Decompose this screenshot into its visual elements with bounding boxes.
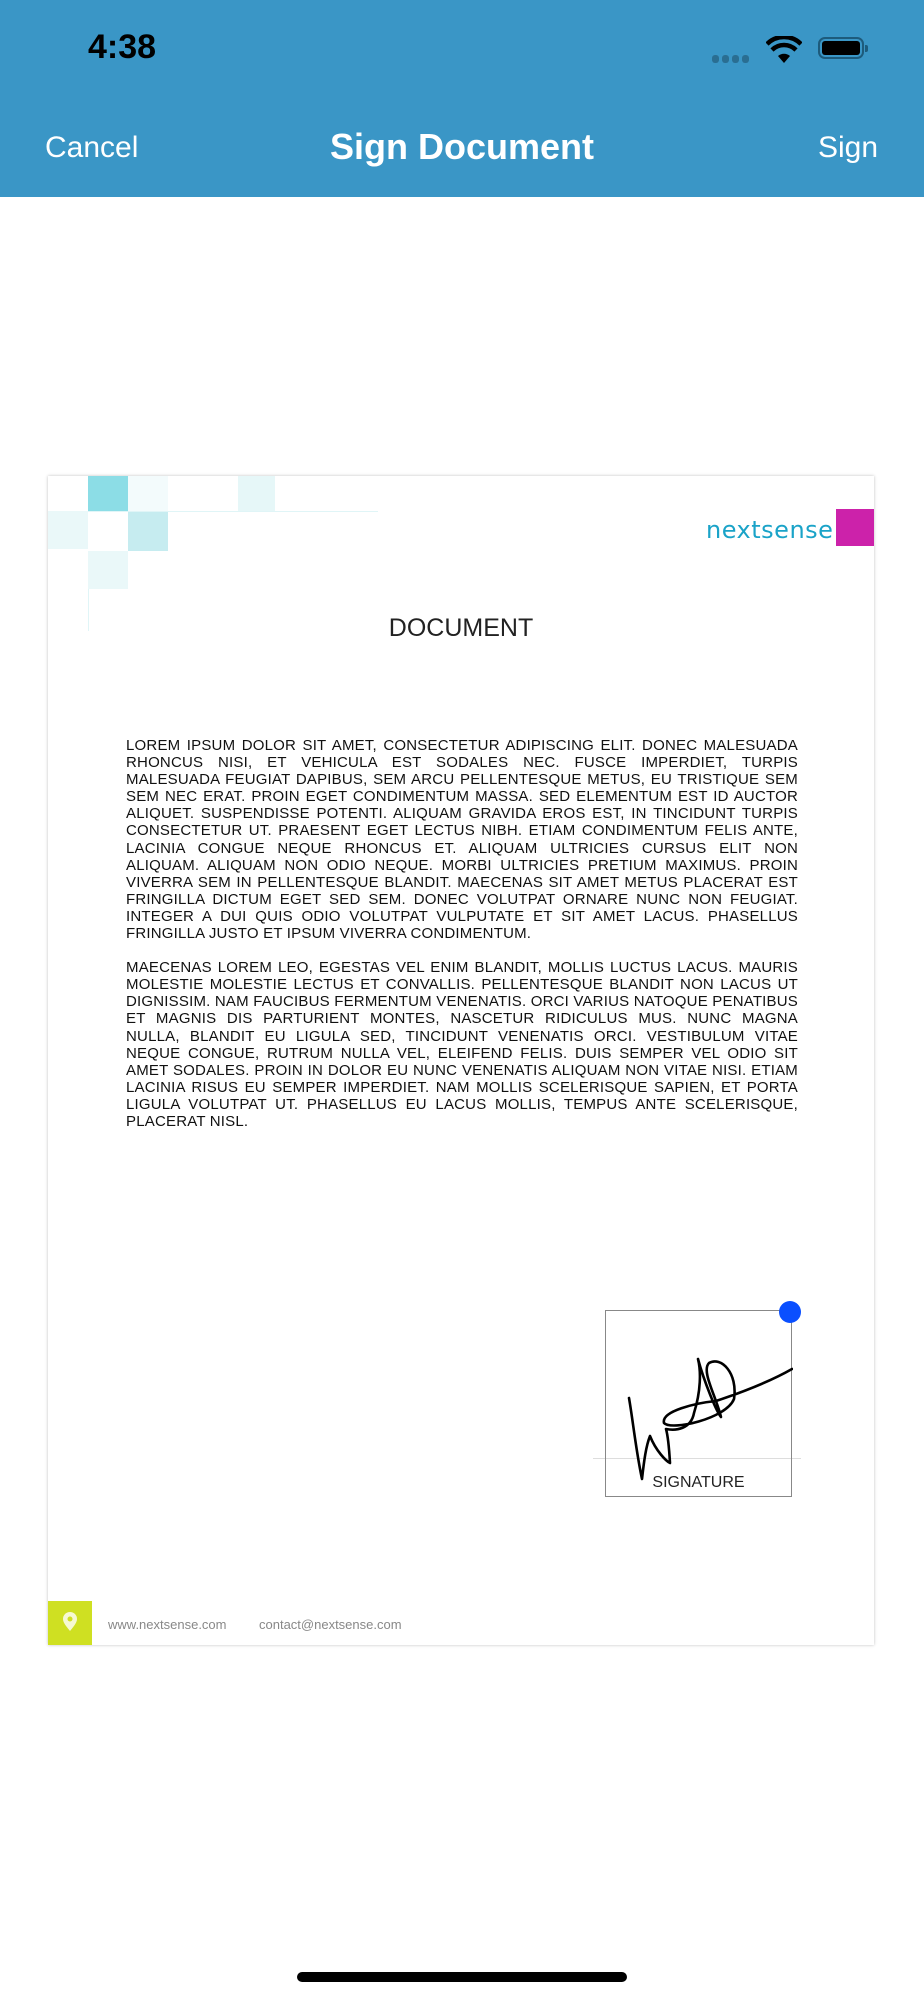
paragraph: LOREM IPSUM DOLOR SIT AMET, CONSECTETUR ADIPISCING ELIT. DONEC MALESUADA RHONCUS NISI, ET VEHICULA EST SODALES NEC. FUSCE IMPERDIET, TURPIS MALESUADA FEUGIAT DAPIBUS, SEM ARCU PELLENTESQUE METUS, EU TRISTIQUE SEM SEM NEC ERAT. PROIN EGET CONDIMENTUM MASSA. SED ELEMENTUM EST ID AUCTOR ALIQUET. SUSPENDISSE POTENTI. ALIQUAM GRAVIDA EROS EST, IN TINCIDUNT TURPIS CONSECTETUR UT. PRAESENT EGET LECTUS NIBH. ETIAM CONDIMENTUM FELIS ANTE, LACINIA CONGUE NEQUE RHONCUS ET. ALIQUAM ULTRICIES CURSUS ELIT NON ALIQUAM. ALIQUAM NON ODIO NEQUE. MORBI ULTRICIES PRETIUM MAXIMUS. PROIN VIVERRA SEM IN PELLENTESQUE BLANDIT. MAECENAS SIT AMET METUS PLACERAT EST FRINGILLA DICTUM EGET SED SEM. DONEC VOLUTPAT ORNARE NUNC NON FEUGIAT. INTEGER A DUI QUIS ODIO VOLUTPAT VULPUTATE ET SIT AMET LACUS. PHASELLUS FRINGILLA JUSTO ET IPSUM VIVERRA CONDIMENTUM. — [126, 737, 798, 943]
footer-website: www.nextsense.com — [108, 1617, 227, 1632]
status-time: 4:38 — [88, 28, 157, 66]
page-title: Sign Document — [329, 126, 594, 167]
document-body — [126, 737, 798, 1147]
navigation-bar — [0, 0, 924, 197]
cancel-button[interactable]: Cancel — [45, 131, 139, 164]
home-indicator[interactable] — [297, 1972, 627, 1982]
cellular-signal-icon — [712, 55, 749, 63]
brand-square — [836, 509, 874, 546]
document-page — [48, 476, 874, 1645]
signature-field[interactable] — [605, 1310, 792, 1497]
signature-label: SIGNATURE — [652, 1474, 745, 1491]
resize-handle[interactable] — [779, 1301, 801, 1323]
battery-icon — [818, 37, 864, 59]
signature-drawing — [606, 1311, 793, 1498]
wifi-icon — [766, 36, 802, 64]
footer-email: contact@nextsense.com — [259, 1617, 402, 1632]
document-title: DOCUMENT — [388, 614, 534, 642]
sign-button[interactable]: Sign — [817, 131, 878, 164]
nextsense-logo: nextsense — [706, 516, 834, 544]
paragraph: MAECENAS LOREM LEO, EGESTAS VEL ENIM BLANDIT, MOLLIS LUCTUS LACUS. MAURIS MOLESTIE MOLESTIE LECTUS ET CONVALLIS. PELLENTESQUE BLANDIT NON LACUS UT DIGNISSIM. NAM FAUCIBUS FERMENTUM VENENATIS. ORCI VARIUS NATOQUE PENATIBUS ET MAGNIS DIS PARTURIENT MONTES, NASCETUR RIDICULUS MUS. NUNC MAGNA NULLA, BLANDIT EU LIGULA SED, TINCIDUNT VENENATIS ORCI. VESTIBULUM VITAE NEQUE CONGUE, RUTRUM NULLA VEL, ELEIFEND FELIS. DUIS SEMPER VEL ODIO SIT AMET SODALES. PROIN IN DOLOR EU NUNC VENENATIS ALIQUAM NON VITAE NISI. ETIAM LACINIA RISUS EU SEMPER IMPERDIET. NAM MOLLIS SCELERISQUE SAPIEN, ET PORTA LIGULA VOLUTPAT UT. PHASELLUS EU LACUS MOLLIS, TEMPUS ANTE SCELERISQUE, PLACERAT NISL. — [126, 959, 798, 1130]
location-pin-icon — [48, 1601, 92, 1645]
